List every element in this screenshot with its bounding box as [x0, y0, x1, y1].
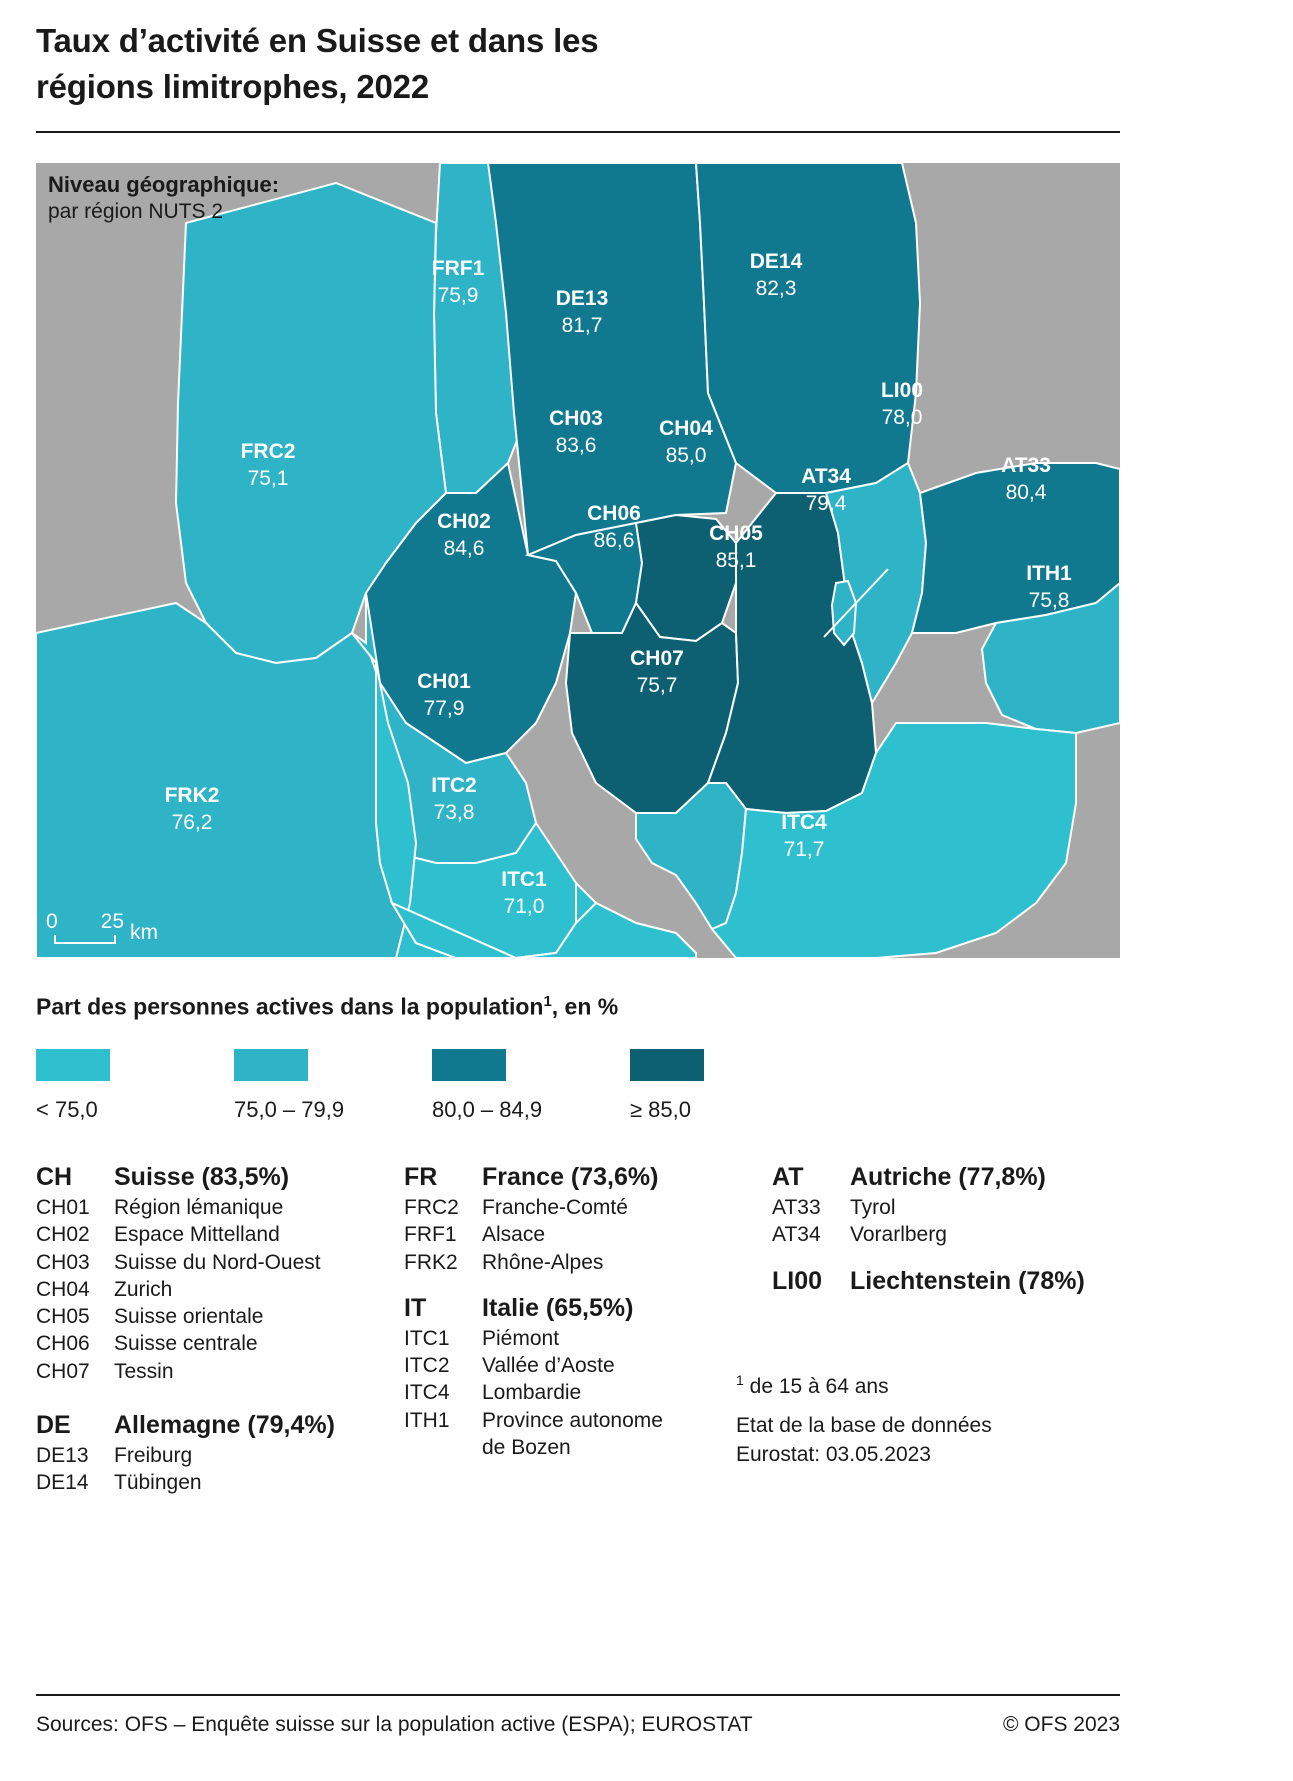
- title-line-1: Taux d’activité en Suisse et dans les: [36, 22, 599, 59]
- legend-column-2: [404, 1163, 734, 1461]
- map-scalebar: [46, 910, 158, 944]
- group-heading-li: [772, 1267, 1120, 1296]
- title-divider: [36, 131, 1120, 133]
- region-name: Vorarlberg: [850, 1223, 947, 1247]
- region-code: ITC2: [404, 1354, 450, 1378]
- list-item: [772, 1221, 1120, 1248]
- scalebar-zero: 0: [46, 910, 58, 933]
- label-CH06-code: CH06: [587, 502, 641, 525]
- scalebar-unit: km: [130, 921, 158, 944]
- label-LI00-value: 78,0: [881, 406, 923, 429]
- label-LI00-code: LI00: [880, 379, 924, 402]
- page-title: [36, 18, 1136, 109]
- label-DE14-value: 82,3: [755, 277, 797, 300]
- group-name-at: Autriche (77,8%): [850, 1163, 1046, 1191]
- legend-swatch-4-label: ≥ 85,0: [630, 1097, 692, 1122]
- group-name-it: Italie (65,5%): [482, 1293, 634, 1322]
- region-name: Alsace: [482, 1223, 546, 1247]
- legend-heading-footnote-marker: 1: [543, 993, 552, 1010]
- list-item: [404, 1249, 734, 1276]
- map-caption-subheading: par région NUTS 2: [48, 199, 224, 223]
- label-AT33-value: 80,4: [1005, 481, 1047, 504]
- region-name: Zurich: [114, 1277, 173, 1301]
- scalebar-graphic: [46, 910, 124, 944]
- label-ITC1-value: 71,0: [503, 895, 545, 918]
- legend-swatch-1: [36, 1049, 110, 1081]
- spacer: [736, 1402, 992, 1412]
- footnote-line-3: Eurostat: 03.05.2023: [736, 1442, 931, 1466]
- legend-heading-tail: , en %: [551, 993, 619, 1020]
- label-ITC1-code: ITC1: [501, 868, 547, 891]
- region-code: AT34: [772, 1223, 821, 1247]
- legend-swatch-3-label: 80,0 – 84,9: [432, 1097, 543, 1122]
- label-AT34-value: 79,4: [805, 492, 847, 515]
- group-code-at: AT: [772, 1163, 804, 1191]
- list-item: [36, 1194, 396, 1221]
- label-CH07-code: CH07: [630, 647, 684, 670]
- label-CH04-code: CH04: [659, 417, 713, 440]
- list-item: [36, 1469, 396, 1496]
- label-FRC2-value: 75,1: [247, 467, 289, 490]
- region-name: Espace Mittelland: [114, 1223, 280, 1247]
- region-name: Franche-Comté: [482, 1196, 628, 1219]
- list-item: [404, 1221, 734, 1248]
- label-CH03-code: CH03: [549, 407, 603, 430]
- list-item: [404, 1407, 734, 1462]
- group-heading-ch: [36, 1163, 396, 1192]
- region-code: FRC2: [404, 1196, 459, 1219]
- region-code: CH04: [36, 1277, 90, 1301]
- region-name: Piémont: [482, 1326, 560, 1350]
- region-code: FRK2: [404, 1250, 458, 1274]
- list-item: [404, 1194, 734, 1221]
- region-name: Suisse orientale: [114, 1305, 264, 1329]
- legend-swatch-2-label: 75,0 – 79,9: [234, 1097, 345, 1122]
- footnote-marker: 1: [736, 1372, 744, 1388]
- group-name-fr: France (73,6%): [482, 1163, 659, 1191]
- list-item: [36, 1249, 396, 1276]
- list-item: [404, 1379, 734, 1406]
- region-code: CH03: [36, 1250, 90, 1274]
- region-name-line2: de Bozen: [482, 1436, 571, 1460]
- legend-classes: [36, 1049, 1120, 1139]
- label-CH01-value: 77,9: [423, 697, 465, 720]
- group-heading-it: [404, 1294, 734, 1323]
- group-name-de: Allemagne (79,4%): [114, 1411, 335, 1440]
- list-item: [404, 1325, 734, 1352]
- region-name: Lombardie: [482, 1381, 582, 1405]
- group-name-li: Liechtenstein (78%): [850, 1266, 1085, 1295]
- label-CH03-value: 83,6: [555, 434, 597, 457]
- region-code: DE13: [36, 1444, 89, 1468]
- region-code: CH01: [36, 1196, 90, 1219]
- region-code: AT33: [772, 1196, 821, 1219]
- label-CH04-value: 85,0: [665, 444, 707, 467]
- region-name: Vallée d’Aoste: [482, 1354, 615, 1378]
- spacer: [772, 1249, 1120, 1267]
- legend-swatch-2: [234, 1049, 308, 1081]
- group-heading-at: [772, 1163, 1120, 1192]
- region-name: Rhône-Alpes: [482, 1250, 604, 1274]
- legend-swatch-1-label: < 75,0: [36, 1097, 98, 1122]
- label-CH02-code: CH02: [437, 510, 491, 533]
- region-name: Région lémanique: [114, 1196, 284, 1219]
- label-FRF1-code: FRF1: [431, 257, 485, 280]
- label-DE14-code: DE14: [749, 250, 803, 273]
- group-code-it: IT: [404, 1293, 427, 1322]
- region-DE14: [696, 163, 920, 493]
- group-code-ch: CH: [36, 1163, 73, 1191]
- spacer: [404, 1276, 734, 1294]
- legend-column-3: [772, 1163, 1120, 1298]
- nuts2-choropleth-map: [36, 163, 1120, 958]
- label-ITC4-value: 71,7: [783, 838, 825, 861]
- label-DE13-value: 81,7: [561, 314, 603, 337]
- sources-text: Sources: OFS – Enquête suisse sur la population active (ESPA); EUROSTAT: [36, 1713, 753, 1736]
- region-name: Tessin: [114, 1359, 174, 1383]
- label-ITH1-code: ITH1: [1026, 562, 1072, 585]
- label-DE13-code: DE13: [555, 287, 609, 310]
- region-code: CH02: [36, 1223, 90, 1247]
- region-code: CH07: [36, 1359, 90, 1383]
- group-code-fr: FR: [404, 1163, 438, 1191]
- region-FRK2: [36, 603, 416, 958]
- region-name: Suisse centrale: [114, 1332, 258, 1356]
- label-CH05-code: CH05: [709, 522, 763, 545]
- footnote-line-2: Etat de la base de données: [736, 1413, 992, 1437]
- legend-swatch-3: [432, 1049, 506, 1081]
- group-heading-fr: [404, 1163, 734, 1192]
- label-AT34-code: AT34: [801, 465, 851, 488]
- scalebar-bar: [54, 935, 116, 944]
- footnote-text-1: de 15 à 64 ans: [749, 1375, 889, 1398]
- group-code-li: LI00: [772, 1266, 823, 1295]
- label-ITH1-value: 75,8: [1028, 589, 1070, 612]
- label-FRK2-code: FRK2: [164, 784, 220, 807]
- list-item: [36, 1276, 396, 1303]
- map-container: [36, 163, 1120, 958]
- list-item: [36, 1221, 396, 1248]
- list-item: [772, 1194, 1120, 1221]
- copyright-text: © OFS 2023: [1002, 1713, 1120, 1736]
- region-name: Tübingen: [114, 1471, 202, 1495]
- region-name: Province autonome: [482, 1408, 663, 1432]
- map-caption-heading: Niveau géographique:: [48, 172, 280, 197]
- legend-swatch-4: [630, 1049, 704, 1081]
- title-line-2: régions limitrophes, 2022: [36, 67, 429, 105]
- region-LI00: [832, 581, 856, 645]
- footer-divider: [36, 1694, 1120, 1696]
- label-AT33-code: AT33: [1001, 454, 1051, 477]
- scalebar-value: 25: [100, 910, 124, 933]
- legend-column-1: [36, 1163, 396, 1497]
- label-CH06-value: 86,6: [593, 529, 635, 552]
- region-code: ITC4: [404, 1381, 450, 1405]
- list-item: [404, 1352, 734, 1379]
- region-name: Freiburg: [114, 1444, 193, 1468]
- label-FRK2-value: 76,2: [171, 811, 213, 834]
- legend-heading-main: Part des personnes actives dans la population: [36, 993, 544, 1020]
- label-CH05-value: 85,1: [715, 549, 757, 572]
- label-FRF1-value: 75,9: [437, 284, 479, 307]
- list-item: [36, 1358, 396, 1385]
- label-FRC2-code: FRC2: [240, 440, 296, 463]
- list-item: [36, 1330, 396, 1357]
- footnote-line-1: [736, 1371, 992, 1402]
- label-ITC4-code: ITC4: [781, 811, 827, 834]
- group-name-ch: Suisse (83,5%): [114, 1163, 290, 1191]
- region-code: CH06: [36, 1332, 90, 1356]
- map-caption: [48, 171, 279, 225]
- region-code: ITC1: [404, 1326, 450, 1350]
- label-CH01-code: CH01: [417, 670, 471, 693]
- label-ITC2-value: 73,8: [433, 801, 475, 824]
- region-code: ITH1: [404, 1408, 450, 1432]
- list-item: [36, 1303, 396, 1330]
- region-code: FRF1: [404, 1223, 457, 1247]
- legend-heading: [36, 993, 618, 1021]
- footnote-block: [736, 1371, 992, 1470]
- label-ITC2-code: ITC2: [431, 774, 477, 797]
- group-code-de: DE: [36, 1411, 71, 1440]
- list-item: [36, 1442, 396, 1469]
- region-name: Suisse du Nord-Ouest: [114, 1250, 321, 1274]
- region-code: CH05: [36, 1305, 90, 1329]
- group-heading-de: [36, 1411, 396, 1440]
- region-code: DE14: [36, 1471, 89, 1495]
- region-DE13: [488, 163, 736, 555]
- label-CH07-value: 75,7: [636, 674, 678, 697]
- region-name: Tyrol: [850, 1196, 896, 1219]
- label-CH02-value: 84,6: [443, 537, 485, 560]
- spacer: [36, 1385, 396, 1411]
